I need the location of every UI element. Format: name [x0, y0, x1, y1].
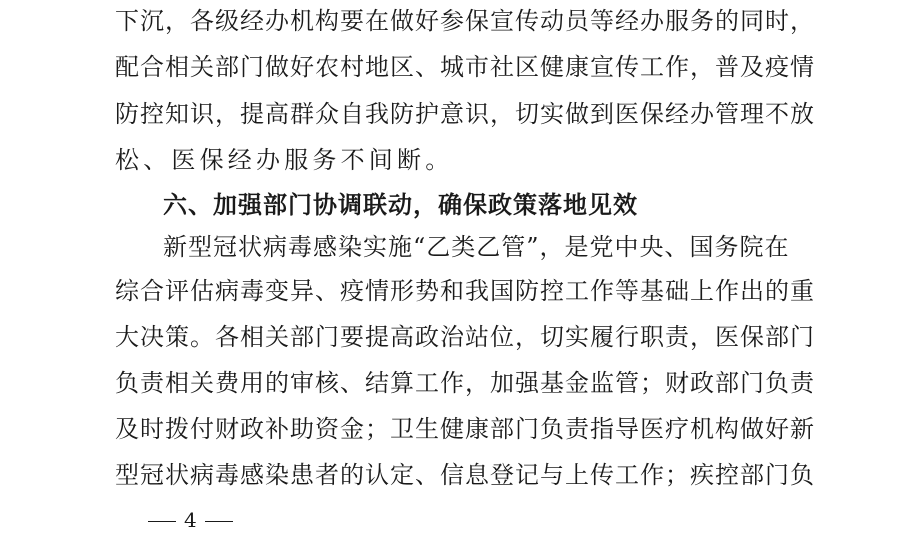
section-line-1: 新型冠状病毒感染实施“乙类乙管”，是党中央、国务院在 — [163, 233, 790, 261]
section-line-5: 及时拨付财政补助资金；卫生健康部门负责指导医疗机构做好新 — [115, 415, 815, 443]
page-number: 4 — [184, 508, 197, 532]
section-line-6: 型冠状病毒感染患者的认定、信息登记与上传工作；疾控部门负 — [115, 461, 815, 489]
body-line-1: 下沉，各级经办机构要在做好参保宣传动员等经办服务的同时， — [115, 7, 815, 35]
body-line-4: 松、医保经办服务不间断。 — [115, 146, 454, 174]
section-line-3: 大决策。各相关部门要提高政治站位，切实履行职责，医保部门 — [115, 323, 815, 351]
section-line-4: 负责相关费用的审核、结算工作，加强基金监管；财政部门负责 — [115, 369, 815, 397]
page-footer — [140, 508, 241, 532]
section-heading: 六、加强部门协调联动，确保政策落地见效 — [163, 191, 638, 219]
footer-dash-left — [148, 521, 176, 522]
footer-dash-right — [205, 521, 233, 522]
body-line-3: 防控知识，提高群众自我防护意识，切实做到医保经办管理不放 — [115, 100, 815, 128]
body-line-2: 配合相关部门做好农村地区、城市社区健康宣传工作，普及疫情 — [115, 53, 815, 81]
section-line-2: 综合评估病毒变异、疫情形势和我国防控工作等基础上作出的重 — [115, 277, 815, 305]
